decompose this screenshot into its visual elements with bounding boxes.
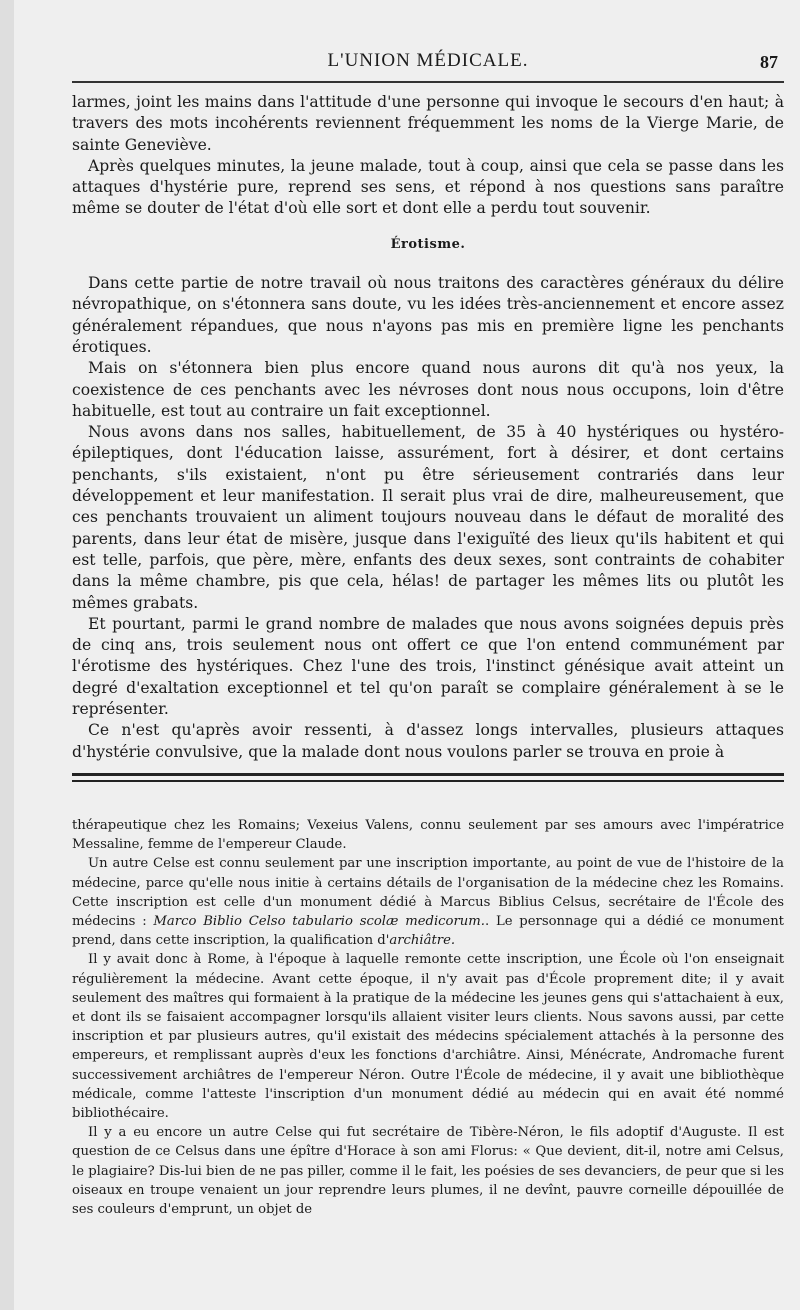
note-text: . Le personnage qui a dédié ce monument prend, dans cette inscription, la qualification d': [72, 914, 784, 949]
page-header: [74, 48, 782, 76]
header-rule: [72, 81, 784, 83]
paragraph: Et pourtant, parmi le grand nombre de malades que nous avons soignées depuis près de cinq ans, trois seulement nous ont offert ce que l'on entend communément par l'érotisme des hystériques. Chez l'une des trois, l'instinct génésique avait atteint un degré d'exaltation exceptionnel et tel qu'on paraît se complaire généralement à se le représenter.: [72, 614, 784, 719]
feuilleton-text: [72, 816, 784, 1219]
journal-title: L'UNION MÉDICALE.: [327, 50, 529, 71]
paragraph: Nous avons dans nos salles, habituellement, de 35 à 40 hystériques ou hystéro-épileptiques, dont l'éducation laisse, assurément, fort à désirer, et dont certains penchants, s'ils existaient, n'ont pu être sérieusement contrariés dans leur développement et leur manifestation. Il serait plus vrai de dire, malheureusement, que ces penchants trouvaient un aliment toujours nouveau dans le défaut de moralité des parents, dans leur état de misère, jusque dans l'exiguïté des lieux qu'ils habitent et qui est telle, parfois, que père, mère, enfants des deux sexes, sont contraints de cohabiter dans la même chambre, pis que cela, hélas! de partager les mêmes lits ou plutôt les mêmes grabats.: [72, 423, 784, 612]
paragraph: larmes, joint les mains dans l'attitude d'une personne qui invoque le secours d'en haut; à travers des mots incohérents reviennent fréquemment les noms de la Vierge Marie, de sainte Geneviève.: [72, 93, 784, 154]
italic-term: archiâtre.: [389, 933, 456, 949]
paragraph: Dans cette partie de notre travail où nous traitons des caractères généraux du délire névropathique, on s'étonnera sans doute, vu les idées très-anciennement et encore assez généralement répandues, que nous n'ayons pas mis en première ligne les penchants érotiques.: [72, 274, 784, 356]
note-paragraph: thérapeutique chez les Romains; Vexeius Valens, connu seulement par ses amours avec l'impératrice Messaline, femme de l'empereur Claude.: [72, 818, 784, 853]
note-text: Un autre Celse est connu seulement par une inscription importante, au point de vue de l'histoire de la médecine, parce qu'elle nous initie à certains détails de l'organisation de la médecine chez les Romains. Cette inscription est celle d'un monument dédié à Marcus Biblius Celsus, secrétaire de l'École des médecins :: [72, 856, 784, 930]
note-paragraph: Il y a eu encore un autre Celse qui fut secrétaire de Tibère-Néron, le fils adoptif d'Auguste. Il est question de ce Celsus dans une épître d'Horace à son ami Florus: « Que devient, dit-il, notre ami Celsus, le plagiaire? Dis-lui bien de ne pas piller, comme il le fait, les poésies de ses devanciers, de peur que si les oiseaux en troupe venaient un jour reprendre leurs plumes, il ne devînt, pauvre corneille dépouillée de ses couleurs d'emprunt, un objet de: [72, 1125, 784, 1218]
main-text: [72, 92, 784, 763]
paragraph: Mais on s'étonnera bien plus encore quand nous aurons dit qu'à nos yeux, la coexistence de ces penchants avec les névroses dont nous nous occupons, loin d'être habituelle, est tout au contraire un fait exceptionnel.: [72, 359, 784, 420]
latin-inscription: Marco Biblio Celso tabulario scolæ medicorum.: [153, 914, 485, 930]
newspaper-page: [14, 0, 800, 1310]
page-number: 87: [760, 52, 778, 72]
paragraph: Ce n'est qu'après avoir ressenti, à d'assez longs intervalles, plusieurs attaques d'hystérie convulsive, que la malade dont nous voulons parler se trouva en proie à: [72, 721, 784, 761]
note-paragraph: Il y avait donc à Rome, à l'époque à laquelle remonte cette inscription, une École où l'on enseignait régulièrement la médecine. Avant cette époque, il n'y avait pas d'École proprement dite; il y avait seulement des maîtres qui formaient à la pratique de la médecine les jeunes gens qui s'attachaient à eux, et dont ils se faisaient accompagner lorsqu'ils allaient visiter leurs clients. Nous savons aussi, par cette inscription et par plusieurs autres, qu'il existait des médecins spécialement attachés à la personne des empereurs, et remplissant auprès d'eux les fonctions d'archiâtre. Ainsi, Ménécrate, Andromache furent successivement archiâtres de l'empereur Néron. Outre l'École de médecine, il y avait une bibliothèque médicale, comme l'atteste l'inscription d'un monument dédié au médecin qui en avait été nommé bibliothécaire.: [72, 952, 784, 1122]
note-paragraph: [72, 854, 784, 950]
section-title: Érotisme.: [390, 236, 466, 252]
footnote-rule-thin: [72, 780, 784, 782]
footnote-rule: [72, 773, 784, 776]
paragraph: Après quelques minutes, la jeune malade, tout à coup, ainsi que cela se passe dans les attaques d'hystérie pure, reprend ses sens, et répond à nos questions sans paraître même se douter de l'état d'où elle sort et dont elle a perdu tout souvenir.: [72, 156, 784, 218]
